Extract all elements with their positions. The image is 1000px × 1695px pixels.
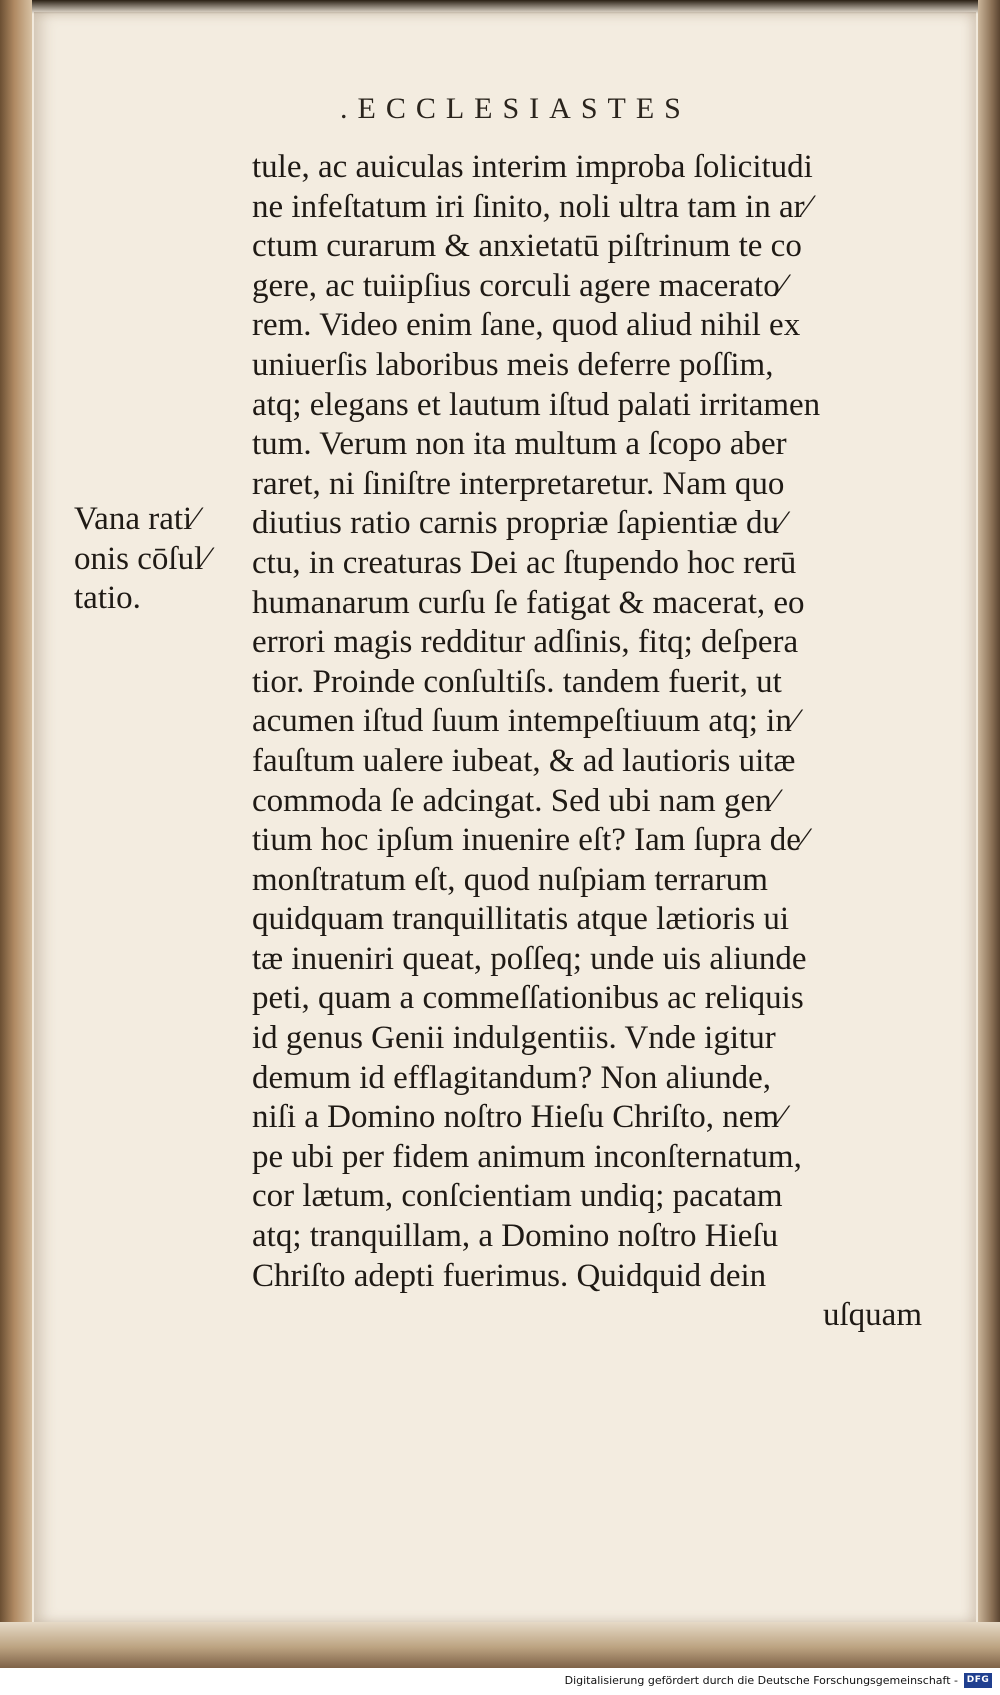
top-shadow bbox=[32, 0, 978, 14]
catchword: uſquam bbox=[823, 1297, 922, 1334]
text-line: ctu, in creaturas Dei ac ſtupendo hoc rerū bbox=[252, 544, 797, 581]
text-line: demum id efflagitandum? Non aliunde, bbox=[252, 1059, 772, 1096]
running-head: .ECCLESIASTES bbox=[340, 92, 691, 125]
text-line: acumen iſtud ſuum intempeſtiuum atq; in⁄ bbox=[252, 703, 798, 740]
bottom-edge bbox=[0, 1622, 1000, 1668]
marginal-note bbox=[74, 500, 244, 619]
page-edge bbox=[978, 0, 1000, 1668]
text-line: peti, quam a commeſſationibus ac reliquis bbox=[252, 980, 804, 1017]
text-line: tum. Verum non ita multum a ſcopo aber bbox=[252, 426, 787, 463]
text-line: atq; tranquillam, a Domino noſtro Hieſu bbox=[252, 1218, 779, 1255]
text-line: tule, ac auiculas interim improba ſolicitudi bbox=[252, 149, 813, 185]
text-line: raret, ni ſiniſtre interpretaretur. Nam quo bbox=[252, 465, 785, 502]
text-line: uniuerſis laboribus meis deferre poſſim, bbox=[252, 346, 774, 383]
text-line: Chriſto adepti fuerimus. Quidquid dein bbox=[252, 1257, 767, 1294]
text-line: humanarum curſu ſe fatigat & macerat, eo bbox=[252, 584, 805, 621]
text-line: atq; elegans et lautum iſtud palati irritamen bbox=[252, 386, 821, 423]
marginal-note-line: Vana rati⁄ bbox=[74, 501, 198, 537]
text-line: errori magis redditur adſinis, fitq; deſpera bbox=[252, 624, 799, 661]
text-line: tium hoc ipſum inuenire eſt? Iam ſupra de⁄ bbox=[252, 822, 807, 859]
funding-notice: Digitalisierung gefördert durch die Deutsche Forschungsgemeinschaft - bbox=[564, 1674, 958, 1687]
text-line: pe ubi per fidem animum inconſternatum, bbox=[252, 1138, 802, 1175]
marginal-note-line: tatio. bbox=[74, 580, 141, 617]
text-line: cor lætum, conſcientiam undiq; pacatam bbox=[252, 1178, 783, 1215]
text-line: commoda ſe adcingat. Sed ubi nam gen⁄ bbox=[252, 782, 778, 819]
text-line: gere, ac tuiipſius corculi agere macerato⁄ bbox=[252, 267, 786, 304]
text-line: id genus Genii indulgentiis. Vnde igitur bbox=[252, 1020, 776, 1057]
book-binding bbox=[0, 0, 32, 1668]
text-line: diutius ratio carnis propriæ ſapientiæ du⁄ bbox=[252, 505, 785, 542]
marginal-note-line: onis cōſul⁄ bbox=[74, 540, 209, 577]
text-line: tior. Proinde conſultiſs. tandem fuerit, ut bbox=[252, 663, 782, 700]
footer-bar bbox=[0, 1668, 1000, 1695]
text-line: fauſtum ualere iubeat, & ad lautioris uitæ bbox=[252, 742, 796, 779]
text-line: quidquam tranquillitatis atque lætioris ui bbox=[252, 901, 790, 938]
text-line: tæ inueniri queat, poſſeq; unde uis aliunde bbox=[252, 940, 807, 977]
text-line: ctum curarum & anxietatū piſtrinum te co bbox=[252, 228, 802, 265]
text-line: niſi a Domino noſtro Hieſu Chriſto, nem⁄ bbox=[252, 1099, 785, 1136]
main-text-block bbox=[252, 148, 932, 1336]
dfg-logo: DFG bbox=[964, 1673, 992, 1688]
text-line: monſtratum eſt, quod nuſpiam terrarum bbox=[252, 861, 768, 898]
text-line: ne infeſtatum iri ſinito, noli ultra tam in ar⁄ bbox=[252, 188, 811, 225]
text-line: rem. Video enim ſane, quod aliud nihil ex bbox=[252, 307, 801, 344]
